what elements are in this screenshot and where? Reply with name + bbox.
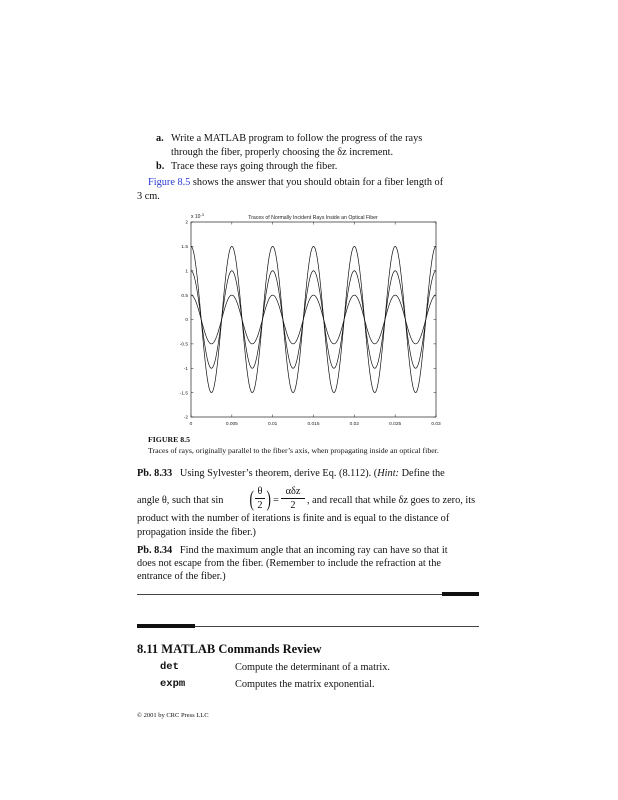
series-line-ray3 [191,295,436,344]
chart-plot-frame [191,222,436,417]
command-det-desc: Compute the determinant of a matrix. [235,662,390,673]
figure-link[interactable]: Figure 8.5 [148,177,191,188]
command-det: det [160,661,179,673]
section-end-rule-block [442,592,479,596]
x-tick-label: 0.02 [349,422,360,427]
list-item-a-line2: through the fiber, properly choosing the δz increment. [171,147,394,158]
figure-intro-line2: 3 cm. [137,191,160,202]
problem-8-33-line1: Pb. 8.33 Using Sylvester’s theorem, derive Eq. (8.112). (Hint: Define the [137,468,445,479]
y-tick-label: -1.5 [179,391,188,397]
list-item-b-label: b. [156,161,165,172]
section-title: 8.11 MATLAB Commands Review [137,642,322,656]
command-expm: expm [160,678,186,690]
y-tick-label: -2 [183,415,188,421]
command-expm-desc: Computes the matrix exponential. [235,679,375,690]
x-tick-label: 0.025 [389,422,402,427]
x-tick-label: 0.03 [431,422,441,427]
series-line-ray2 [191,271,436,369]
chart-multiplier: x $10^{-3}$ [191,213,204,220]
y-tick-label: 2 [185,220,188,226]
problem-8-33-line3: product with the number of iterations is finite and is equal to the distance of [137,513,450,524]
y-tick-label: 0 [185,318,188,324]
figure-caption-text: Traces of rays, originally parallel to the fiber’s axis, when propagating inside an optical fiber. [148,446,439,455]
x-tick-label: 0.015 [307,422,320,427]
x-tick-label: 0.01 [267,422,278,427]
y-tick-label: -1 [183,366,188,372]
list-item-b-text: Trace these rays going through the fiber. [171,161,338,172]
y-tick-label: -0.5 [179,342,188,348]
problem-8-34-line3: entrance of the fiber.) [137,571,226,582]
copyright-footer: © 2001 by CRC Press LLC [137,712,209,719]
problem-8-34-line2: does not escape from the fiber. (Remember to include the refraction at the [137,558,441,569]
problem-8-34-line1: Pb. 8.34 Find the maximum angle that an incoming ray can have so that it [137,545,448,556]
ray-trace-chart [170,210,445,432]
x-tick-label: 0.005 [225,422,238,427]
section-header-rule-block [137,624,195,628]
figure-intro-line1: Figure 8.5 shows the answer that you should obtain for a fiber length of [148,177,444,188]
y-tick-label: 1.5 [181,245,188,251]
problem-8-33-line4: propagation inside the fiber.) [137,527,256,538]
chart-title: Traces of Normally Incident Rays Inside an Optical Fiber [248,215,378,221]
series-line-ray1 [191,246,436,392]
x-tick-label: 0 [189,422,193,427]
list-item-a-line1: Write a MATLAB program to follow the progress of the rays [171,133,423,144]
y-tick-label: 0.5 [181,293,188,299]
y-tick-label: 1 [185,269,188,275]
problem-8-33-equation-line: angle θ, such that sin ( $\frac{\theta}{2}$ ) = αδz 2 , and recall that while δz goes to zero, its [137,486,476,511]
list-item-a-label: a. [156,133,164,144]
section-end-rule [137,594,479,595]
figure-caption-title: FIGURE 8.5 [148,435,191,444]
